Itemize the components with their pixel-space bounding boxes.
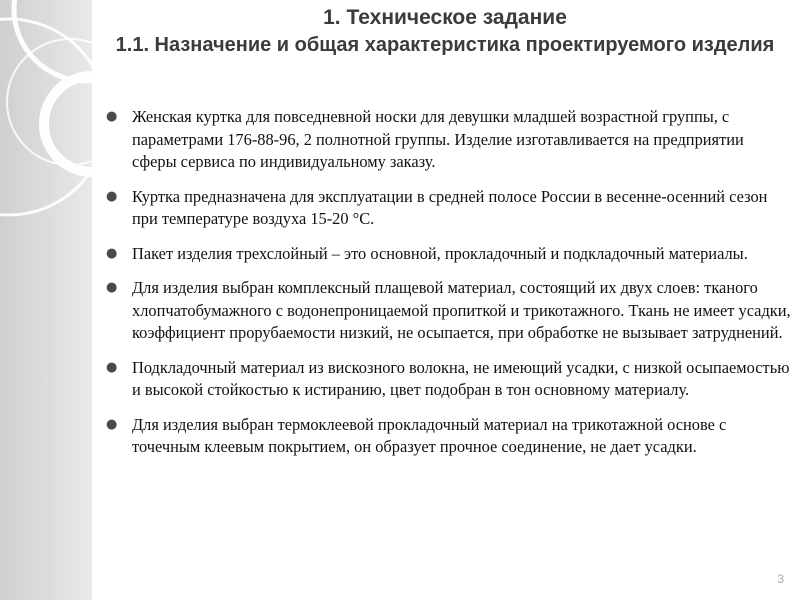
list-item: [106, 277, 791, 345]
ring-middle: [0, 19, 107, 215]
list-item: [106, 414, 791, 459]
bullet-icon: ●: [106, 416, 118, 432]
title-block: [100, 4, 790, 59]
list-item-text: Для изделия выбран термоклеевой прокладочный материал на трикотажной основе с точечным клеевым покрытием, он образует прочное соединение, не дает усадки.: [132, 414, 727, 456]
list-item-text: Подкладочный материал из вискозного волокна, не имеющий усадки, с низкой осыпаемостью и высокой стойкостью к истиранию, цвет подобран в тон основному материалу.: [132, 357, 790, 399]
bullet-icon: ●: [106, 280, 118, 295]
list-item: [106, 186, 791, 231]
bullet-icon: ●: [106, 188, 118, 204]
bullet-icon: ●: [106, 359, 118, 375]
list-item-text: Куртка предназначена для эксплуатации в средней полосе России в весенне-осенний сезон при температуре воздуха 15-20 °С.: [132, 186, 768, 228]
bullet-icon: ●: [106, 245, 118, 261]
list-item: [106, 243, 791, 266]
list-item-text: Для изделия выбран комплексный плащевой материал, состоящий их двух слоев: тканого хлопчатобумажного с водонепроницаемой пропиткой и трикотажного. Ткань не имеет усадки, коэффициент прорубаемости низкий, не осыпается, при обработке не вызывает затруднений.: [132, 278, 791, 342]
list-item-text: Женская куртка для повседневной носки для девушки младшей возрастной группы, с параметрами 176-88-96, 2 полнотной группы. Изделие изготавливается на предприятии сферы сервиса по индивидуальному заказу.: [132, 107, 744, 171]
slide-title: 1. Техническое задание: [323, 6, 567, 29]
list-item: [106, 106, 791, 174]
bullet-icon: ●: [106, 109, 118, 124]
slide-subtitle: 1.1. Назначение и общая характеристика проектируемого изделия: [115, 34, 775, 56]
bullet-list: [106, 106, 791, 471]
list-item: [106, 357, 791, 402]
page-number: 3: [777, 572, 784, 586]
list-item-text: Пакет изделия трехслойный – это основной, прокладочный и подкладочный материалы.: [132, 243, 748, 263]
